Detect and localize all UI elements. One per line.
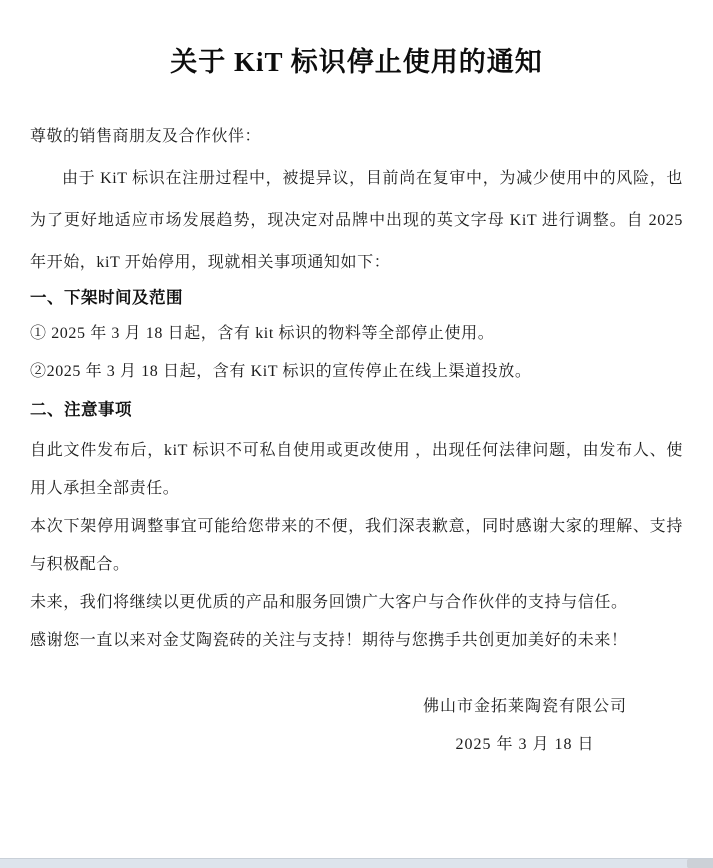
horizontal-scrollbar-track[interactable] <box>0 858 713 868</box>
signature-block <box>423 696 627 756</box>
section1-item-1: ① 2025 年 3 月 18 日起，含有 kit 标识的物料等全部停止使用。 <box>30 325 495 342</box>
greeting-line: 尊敬的销售商朋友及合作伙伴： <box>30 128 262 145</box>
section1-item-2: ②2025 年 3 月 18 日起，含有 KiT 标识的宣传停止在线上渠道投放。 <box>30 363 532 380</box>
section2-heading: 二、注意事项 <box>30 401 132 419</box>
document-title: 关于 KiT 标识停止使用的通知 <box>170 47 543 77</box>
company-name: 佛山市金拓莱陶瓷有限公司 <box>422 698 627 715</box>
section2-body <box>30 432 683 660</box>
section2-paragraph-3: 未来，我们将继续以更优质的产品和服务回馈广大客户与合作伙伴的支持与信任。 <box>30 594 628 611</box>
section1-heading: 一、下架时间及范围 <box>30 289 183 307</box>
section2-paragraph-4: 感谢您一直以来对金艾陶瓷砖的关注与支持！期待与您携手共创更加美好的未来！ <box>30 632 628 649</box>
scrollbar-corner[interactable] <box>687 859 713 868</box>
section2-paragraph-2: 本次下架停用调整事宜可能给您带来的不便，我们深表歉意，同时感谢大家的理解、支持与积极配合。 <box>30 518 683 573</box>
signature-date: 2025 年 3 月 18 日 <box>455 736 595 753</box>
intro-paragraph: 由于 KiT 标识在注册过程中，被提异议，目前尚在复审中，为减少使用中的风险，也为了更好地适应市场发展趋势，现决定对品牌中出现的英文字母 KiT 进行调整。自 2025 年开始，kiT 开始停用，现就相关事项通知如下： <box>30 170 683 271</box>
section2-paragraph-1: 自此文件发布后，kiT 标识不可私自使用或更改使用 ，出现任何法律问题，由发布人、使用人承担全部责任。 <box>30 442 683 497</box>
